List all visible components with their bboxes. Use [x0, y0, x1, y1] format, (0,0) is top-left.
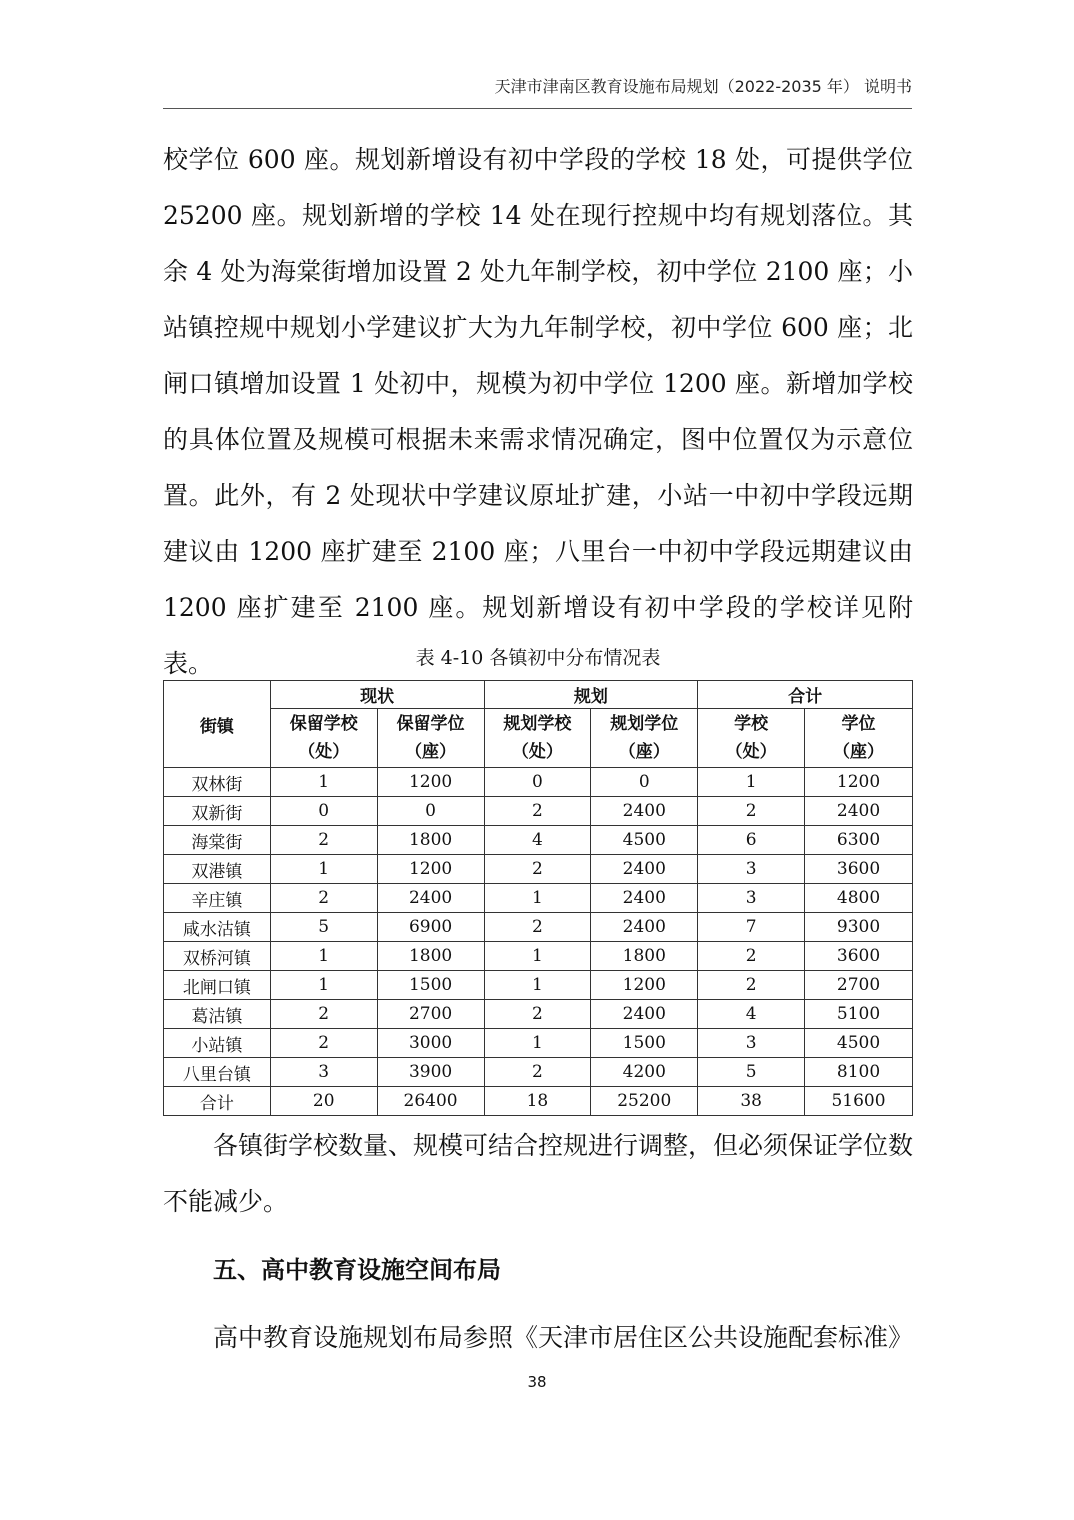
header-rule	[163, 108, 912, 109]
table-cell: 1	[270, 768, 377, 797]
row-label-cell: 咸水沽镇	[164, 913, 271, 942]
table-cell: 1500	[591, 1029, 698, 1058]
table-cell: 1800	[377, 942, 484, 971]
last-paragraph-block	[163, 1310, 923, 1366]
table-cell: 18	[484, 1087, 591, 1116]
table-cell: 51600	[805, 1087, 913, 1116]
column-header: 学校 （处）	[698, 709, 805, 768]
table-cell: 2400	[591, 797, 698, 826]
table-row	[164, 768, 913, 797]
table-cell: 2400	[377, 884, 484, 913]
table-cell: 5	[270, 913, 377, 942]
table-cell: 5100	[805, 1000, 913, 1029]
table-cell: 1	[484, 942, 591, 971]
table-cell: 6	[698, 826, 805, 855]
table-cell: 7	[698, 913, 805, 942]
table-row	[164, 1058, 913, 1087]
row-label-cell: 双林街	[164, 768, 271, 797]
table-cell: 2	[270, 884, 377, 913]
column-header: 保留学校 （处）	[270, 709, 377, 768]
table-cell: 8100	[805, 1058, 913, 1087]
table-cell: 3900	[377, 1058, 484, 1087]
table-cell: 3	[698, 884, 805, 913]
table-cell: 1200	[377, 768, 484, 797]
corner-header: 街镇	[164, 681, 271, 768]
table-cell: 4500	[591, 826, 698, 855]
group-header-current: 现状	[270, 681, 484, 709]
table-cell: 1800	[377, 826, 484, 855]
table-cell: 3000	[377, 1029, 484, 1058]
table-row	[164, 884, 913, 913]
row-label-cell: 北闸口镇	[164, 971, 271, 1000]
column-header: 学位 （座）	[805, 709, 913, 768]
table-cell: 3	[270, 1058, 377, 1087]
column-header: 规划学位 （座）	[591, 709, 698, 768]
page-number: 38	[527, 1373, 547, 1391]
table-row	[164, 826, 913, 855]
table-row	[164, 942, 913, 971]
table-cell: 1	[270, 942, 377, 971]
table-cell: 0	[591, 768, 698, 797]
table-cell: 20	[270, 1087, 377, 1116]
table-cell: 1	[484, 1029, 591, 1058]
table-cell: 1	[270, 855, 377, 884]
table-cell: 4	[698, 1000, 805, 1029]
table-cell: 1	[484, 884, 591, 913]
group-header-total: 合计	[698, 681, 913, 709]
distribution-table	[163, 680, 913, 1116]
table-cell: 1200	[377, 855, 484, 884]
table-cell: 1800	[591, 942, 698, 971]
row-label-cell: 双港镇	[164, 855, 271, 884]
table-cell: 2	[484, 797, 591, 826]
after-table-text	[163, 1118, 913, 1230]
table-cell: 2400	[805, 797, 913, 826]
table-cell: 1200	[805, 768, 913, 797]
table-row	[164, 1029, 913, 1058]
table-row	[164, 913, 913, 942]
table-cell: 26400	[377, 1087, 484, 1116]
table-cell: 9300	[805, 913, 913, 942]
table-body	[164, 768, 913, 1116]
table-cell: 2	[270, 1000, 377, 1029]
row-label-cell: 合计	[164, 1087, 271, 1116]
row-label-cell: 双新街	[164, 797, 271, 826]
row-label-cell: 海棠街	[164, 826, 271, 855]
column-header: 规划学校 （处）	[484, 709, 591, 768]
table-cell: 1500	[377, 971, 484, 1000]
table-cell: 2400	[591, 855, 698, 884]
table-cell: 0	[270, 797, 377, 826]
table-header-row-2	[164, 709, 913, 768]
table-cell: 2700	[377, 1000, 484, 1029]
section-heading: 五、高中教育设施空间布局	[213, 1256, 501, 1284]
table-cell: 4	[484, 826, 591, 855]
table-cell: 2	[270, 1029, 377, 1058]
table-cell: 25200	[591, 1087, 698, 1116]
table-cell: 4800	[805, 884, 913, 913]
column-header: 保留学位 （座）	[377, 709, 484, 768]
table-cell: 2	[484, 1000, 591, 1029]
table-cell: 1	[484, 971, 591, 1000]
table-cell: 2	[698, 797, 805, 826]
row-label-cell: 八里台镇	[164, 1058, 271, 1087]
table-row	[164, 1087, 913, 1116]
table-cell: 2	[270, 826, 377, 855]
table-cell: 4200	[591, 1058, 698, 1087]
row-label-cell: 葛沽镇	[164, 1000, 271, 1029]
table-row	[164, 971, 913, 1000]
table-cell: 4500	[805, 1029, 913, 1058]
table-row	[164, 855, 913, 884]
table-row	[164, 797, 913, 826]
table-cell: 3	[698, 1029, 805, 1058]
row-label-cell: 辛庄镇	[164, 884, 271, 913]
table-cell: 2	[698, 942, 805, 971]
table-cell: 6300	[805, 826, 913, 855]
paragraph: 高中教育设施规划布局参照《天津市居住区公共设施配套标准》	[213, 1323, 914, 1352]
table-cell: 1	[270, 971, 377, 1000]
table-cell: 38	[698, 1087, 805, 1116]
table-cell: 2	[484, 855, 591, 884]
table-cell: 2	[698, 971, 805, 1000]
table-cell: 6900	[377, 913, 484, 942]
table-cell: 2400	[591, 884, 698, 913]
row-label-cell: 双桥河镇	[164, 942, 271, 971]
table-cell: 0	[377, 797, 484, 826]
running-header: 天津市津南区教育设施布局规划（2022-2035 年） 说明书	[494, 77, 912, 96]
paragraph: 各镇街学校数量、规模可结合控规进行调整，但必须保证学位数不能减少。	[163, 1131, 914, 1216]
row-label-cell: 小站镇	[164, 1029, 271, 1058]
body-text	[163, 132, 913, 692]
table-cell: 0	[484, 768, 591, 797]
group-header-planned: 规划	[484, 681, 698, 709]
table-cell: 3	[698, 855, 805, 884]
table-cell: 2400	[591, 913, 698, 942]
table-cell: 2	[484, 913, 591, 942]
table-cell: 1200	[591, 971, 698, 1000]
table-cell: 2400	[591, 1000, 698, 1029]
table-cell: 3600	[805, 942, 913, 971]
table-cell: 2700	[805, 971, 913, 1000]
table-header-row-1	[164, 681, 913, 709]
table-caption: 表 4-10 各镇初中分布情况表	[415, 647, 661, 669]
table-cell: 2	[484, 1058, 591, 1087]
table-cell: 5	[698, 1058, 805, 1087]
table-cell: 1	[698, 768, 805, 797]
table-row	[164, 1000, 913, 1029]
paragraph: 校学位 600 座。规划新增设有初中学段的学校 18 处，可提供学位 25200 座。规划新增的学校 14 处在现行控规中均有规划落位。其余 4 处为海棠街增加设置 2 处九年制学校，初中学位 2100 座；小站镇控规中规划小学建议扩大为九年制学校，初中学位 600 座；北闸口镇增加设置 1 处初中，规模为初中学位 1200 座。新增加学校的具体位置及规模可根据未来需求情况确定，图中位置仅为示意位置。此外，有 2 处现状中学建议原址扩建，小站一中初中学段远期建议由 1200 座扩建至 2100 座；八里台一中初中学段远期建议由 1200 座扩建至 2100 座。规划新增设有初中学段的学校详见附表。	[163, 145, 913, 678]
table-cell: 3600	[805, 855, 913, 884]
